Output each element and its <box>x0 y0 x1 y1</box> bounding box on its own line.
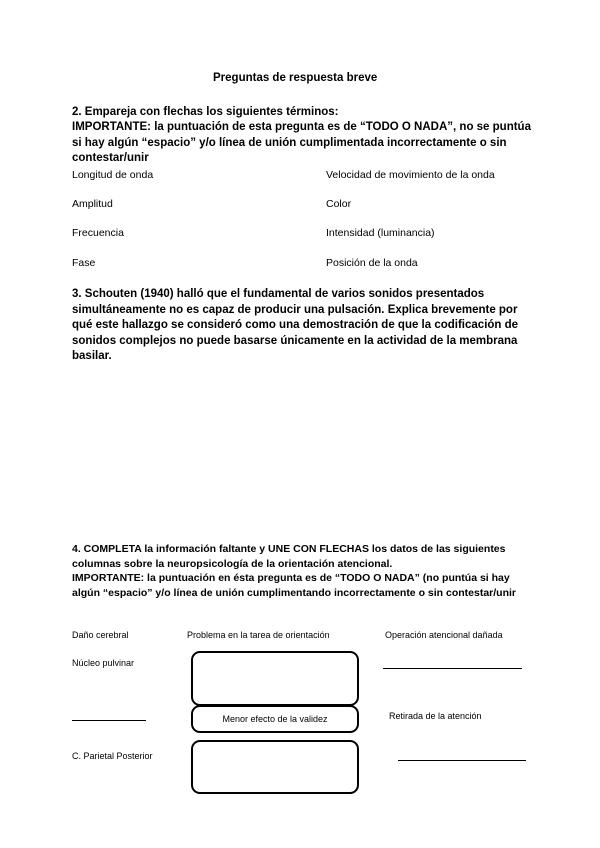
q2-right-term: Velocidad de movimiento de la onda <box>326 169 495 181</box>
q2-right-term: Color <box>326 198 352 210</box>
answer-line-row3[interactable] <box>398 760 526 761</box>
page-title: Preguntas de respuesta breve <box>213 72 378 84</box>
row2-operation: Retirada de la atención <box>389 711 482 721</box>
q2-left-term: Frecuencia <box>72 227 124 239</box>
q3-text: 3. Schouten (1940) halló que el fundamental de varios sonidos presentados simultáneamente no es capaz de producir una pulsación. Explica brevemente por qué este hallazgo se consideró como una demostración de que la codificación de sonidos complejos no puede basarse únicamente en la actividad de la membrana basilar. <box>72 288 519 362</box>
q2-heading: 2. Empareja con flechas los siguientes términos: <box>72 106 339 118</box>
col-header-damage: Daño cerebral <box>72 630 129 640</box>
q2-left-term: Longitud de onda <box>72 169 154 181</box>
answer-line-row2[interactable] <box>72 720 146 721</box>
q2-left-term: Amplitud <box>72 198 113 210</box>
answer-line-row1[interactable] <box>383 668 522 669</box>
problem-box-row2 <box>191 705 359 733</box>
row2-problem: Menor efecto de la validez <box>222 714 328 724</box>
q2-left-term: Fase <box>72 257 96 269</box>
q2-important: IMPORTANTE: la puntuación de esta pregunta es de “TODO O NADA”, no se puntúa si hay algún “espacio” y/o línea de unión cumplimentada incorrectamente o sin contestar/unir <box>72 121 531 164</box>
answer-box-row1[interactable] <box>191 651 359 706</box>
answer-box-row3[interactable] <box>191 740 359 794</box>
q2-right-term: Intensidad (luminancia) <box>326 227 435 239</box>
row3-damage: C. Parietal Posterior <box>72 751 153 761</box>
q2-right-term: Posición de la onda <box>326 257 418 269</box>
q4-important: IMPORTANTE: la puntuación en ésta pregunta es de “TODO O NADA” (no puntúa si hay algún “espacio” y/o línea de unión cumplimentando incorrectamente o sin contestar/unir <box>72 572 516 599</box>
col-header-problem: Problema en la tarea de orientación <box>187 630 330 640</box>
col-header-operation: Operación atencional dañada <box>385 630 503 640</box>
row1-damage: Núcleo pulvinar <box>72 658 135 668</box>
q4-text: 4. COMPLETA la información faltante y UNE CON FLECHAS los datos de las siguientes columnas sobre la neuropsicología de la orientación atencional. <box>72 543 506 570</box>
